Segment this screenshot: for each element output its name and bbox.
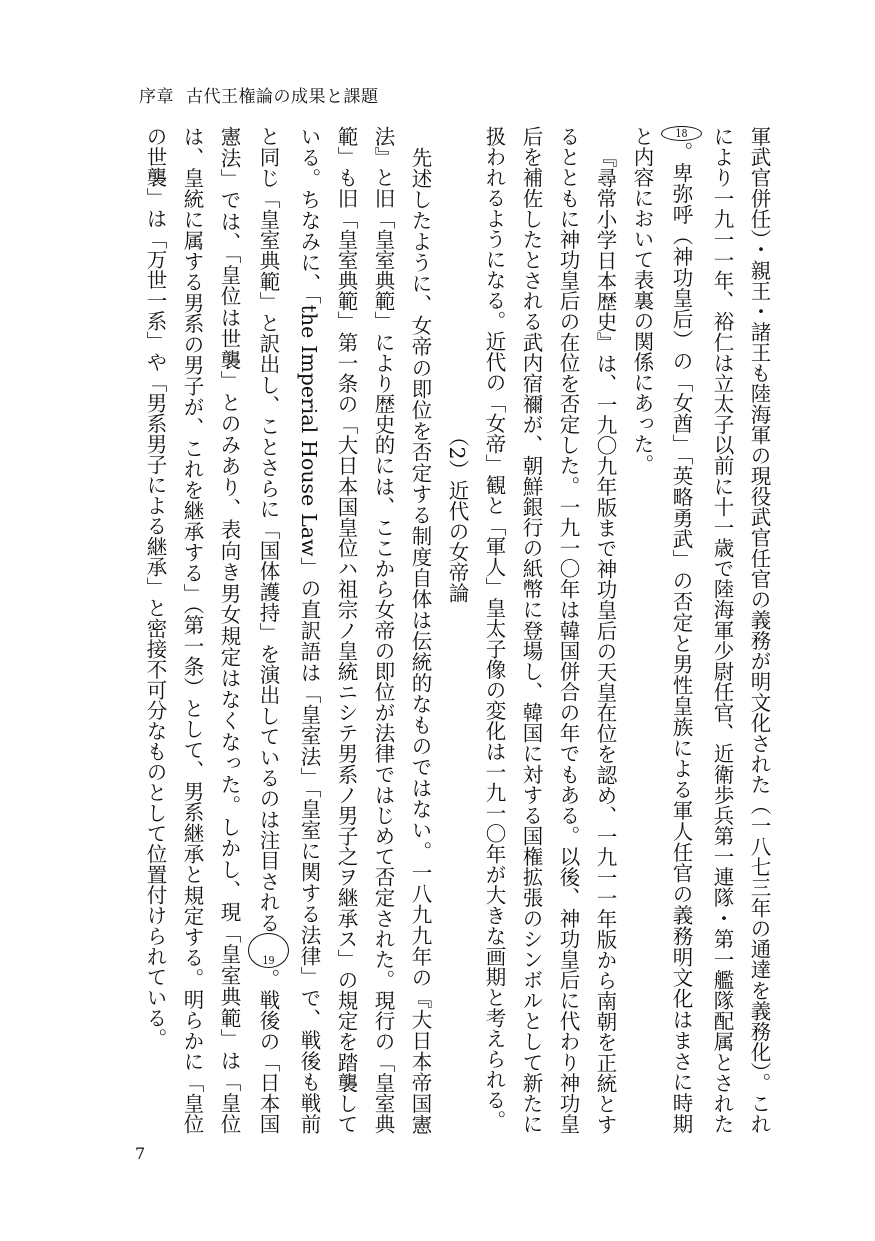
note-reference-18: 18 — [661, 126, 702, 141]
paragraph-1-text-b: 。卑弥呼（神功皇后）の「女酋」「英略勇武」の否定と男性皇族による軍人任官の義務明文化はまさに時期と内容において表裏の関係にあった。 — [630, 126, 693, 1134]
page-number: 7 — [135, 1144, 146, 1163]
running-head — [139, 82, 379, 107]
paragraph-3-text-b: 。戦後の「日本国憲法」では、「皇位は世襲」とのみあり、表向き男女規定はなくなった。しかし、現「皇室典範」は「皇位は、皇統に属する男系の男子が、これを継承する」（第一条）として、男系継承と規定する。明らかに「皇位の世襲」は「万世一系」や「男系男子による継承」と密接不可分なものとして位置付けられている。 — [143, 126, 280, 1134]
chapter-label: 序章 — [139, 87, 174, 107]
paragraph-1-text-a: 軍武官併任）・親王・諸王も陸海軍の現役武官任官の義務が明文化された（一八七三年の通達を義務化）。これにより一九一一年、裕仁は立太子以前に十一歳で陸海軍少尉任官、近衛歩兵第一連隊・第一艦隊配属とされた — [710, 126, 771, 1134]
paragraph-3-text-a: 先述したように、女帝の即位を否定する制度自体は伝統的なものではない。一八九九年の『大日本帝国憲法』と旧「皇室典範」により歴史的には、ここから女帝の即位が法律ではじめて否定された。現行の「皇室典範」も旧「皇室典範」第一条の「大日本国皇位ハ祖宗ノ皇統ニシテ男系ノ男子之ヲ継承ス」の規定を踏襲している。ちなみに、「the Imperial House Law」の直訳語は「皇室法」「皇室に関する法律」で、戦後も戦前と同じ「皇室典範」と訳出し、ことさらに「国体護持」を演出しているのは注目される — [256, 126, 432, 1134]
note-reference-19: 19 — [248, 933, 289, 969]
paragraph-2: 『尋常小学日本歴史』は、一九〇九年版まで神功皇后の天皇在位を認め、一九一一年版から南朝を正統とするとともに神功皇后の在位を否定した。一九一〇年は韓国併合の年でもある。以後、神功皇后に代わり神功皇后を補佐したとされる武内宿禰が、朝鮮銀行の紙幣に登場し、韓国に対する国権拡張のシンボルとして新たに扱われるようになる。近代の「女帝」観と「軍人」皇太子像の変化は一九一〇年が大きな画期と考えられる。 — [482, 126, 617, 1134]
section-heading: （2）近代の女帝論 — [445, 426, 469, 604]
chapter-title: 古代王権論の成果と課題 — [186, 87, 379, 107]
paragraph-1 — [623, 126, 777, 1134]
paragraph-3 — [136, 126, 438, 1134]
body-text — [117, 126, 777, 1134]
